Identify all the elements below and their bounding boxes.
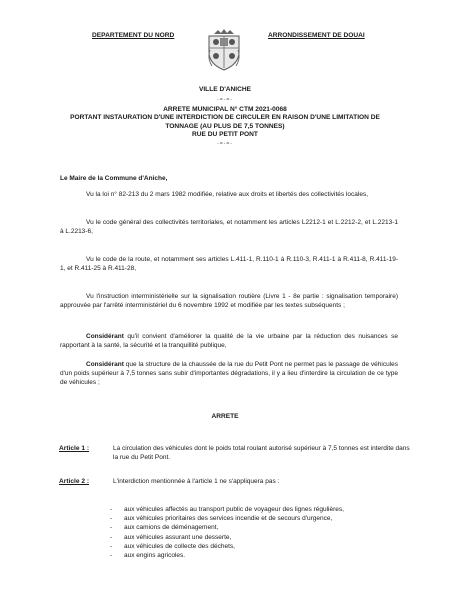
town-name: VILLE D'ANICHE bbox=[198, 86, 252, 93]
arrete-title-line1: PORTANT INSTAURATION D'UNE INTERDICTION DE CIRCULER EN RAISON D'UNE LIMITATION DE bbox=[70, 114, 380, 121]
considerant-lead: Considérant bbox=[86, 361, 124, 368]
separator: -=-=- bbox=[217, 97, 233, 103]
arrete-heading: ARRETE bbox=[211, 413, 239, 420]
list-item: - aux véhicules prioritaires des services incendie et de secours d'urgence, bbox=[110, 514, 344, 523]
arrete-title-line2: TONNAGE (AU PLUS DE 7,5 TONNES) bbox=[165, 123, 285, 130]
list-item: - aux véhicules affectés au transport public de voyageur des lignes régulières, bbox=[110, 505, 344, 514]
article-2-text: L'interdiction mentionnée à l'article 1 ne s'appliquera pas : bbox=[113, 478, 280, 485]
considerant-text: que la structure de la chaussée de la rue du Petit Pont ne permet pas le passage de véhicules d'un poids supérieur à 7,5 tonnes sans subir d'importantes dégradations, il y a lieu d'interdire la circulation de ce type de véhicules ; bbox=[60, 361, 398, 386]
list-item: - aux engins agricoles. bbox=[110, 551, 344, 560]
city-coat-of-arms-icon bbox=[206, 28, 242, 72]
vu-paragraph: Vu l'instruction interministérielle sur la signalisation routière (Livre 1 - 8e partie : signalisation temporaire) approuvée par l'arrêté interministériel du 6 novembre 1992 et modifiée par les textes subséquents ; bbox=[60, 293, 398, 309]
street-name: RUE DU PETIT PONT bbox=[192, 131, 258, 138]
arrondissement-header: ARRONDISSEMENT DE DOUAI bbox=[268, 32, 365, 39]
article-1-text: La circulation des véhicules dont le poids total roulant autorisé supérieur à 7,5 tonnes est interdite dans la rue du Petit Pont. bbox=[113, 445, 410, 461]
separator: -=-=- bbox=[217, 141, 233, 147]
list-item: - aux camions de déménagement, bbox=[110, 523, 344, 532]
considerant-paragraph bbox=[60, 333, 398, 351]
considerant-paragraph bbox=[60, 361, 398, 388]
vu-paragraph: Vu la loi n° 82-213 du 2 mars 1982 modifiée, relative aux droits et libertés des collectivités locales, bbox=[86, 191, 369, 198]
arrete-number: ARRETE MUNICIPAL N° CTM 2021-0068 bbox=[163, 106, 287, 113]
mayor-line: Le Maire de la Commune d'Aniche, bbox=[60, 175, 168, 182]
considerant-text: qu'il convient d'améliorer la qualité de la vie urbaine par la réduction des nuisances se rapportant à la santé, la sécurité et la tranquillité publique, bbox=[60, 333, 398, 349]
vu-paragraph: Vu le code de la route, et notamment ses articles L.411-1, R.110-1 à R.110-3, R.411-1 à R.411-8, R.411-19-1, et R.411-25 à R.411-28, bbox=[60, 256, 398, 272]
list-item: - aux véhicules de collecte des déchets, bbox=[110, 542, 344, 551]
vu-paragraph: Vu le code général des collectivités territoriales, et notamment les articles L2212-1 et L.2212-2, et L.2213-1 à L.2213-6, bbox=[60, 219, 398, 235]
list-item: - aux véhicules assurant une desserte, bbox=[110, 533, 344, 542]
considerant-lead: Considérant bbox=[86, 333, 124, 340]
article-1-label: Article 1 : bbox=[59, 445, 90, 452]
department-header: DEPARTEMENT DU NORD bbox=[92, 32, 175, 39]
exemption-list bbox=[110, 505, 344, 560]
article-2-label: Article 2 : bbox=[59, 478, 90, 485]
